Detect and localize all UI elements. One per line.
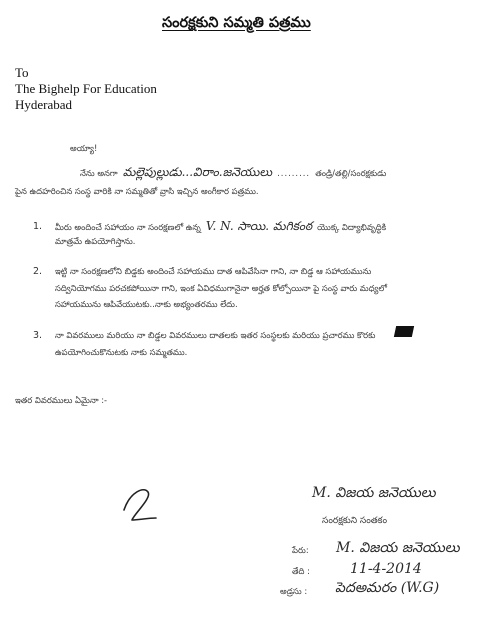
intro-line-1 <box>80 161 386 182</box>
date-value-handwritten: 11-4-2014 <box>350 561 422 577</box>
point-2-line-1: ఇట్టి నా సంరక్షణలోని బిడ్డకు అందించే సహాయము దాత ఆపివేసినా గాని, నా బిడ్డ ఆ సహాయమును <box>55 266 372 276</box>
signature-caption: సంరక్షకుని సంతకం <box>322 516 388 526</box>
relation-label: తండ్రి/తల్లి/సంరక్షకుడు <box>315 168 387 178</box>
guardian-name-handwritten: మల్లెపుల్లుడు...విరాం.జనెయులు <box>122 165 273 179</box>
addressee-organization: The Bighelp For Education <box>15 81 157 96</box>
point-2-line-3: సహాయమును ఆపివేయుటకు..నాకు అభ్యంతరము లేదు. <box>55 299 238 309</box>
point-1-suffix: యొక్క విద్యాభివృద్ధికి <box>317 222 387 232</box>
guardian-signature: M. విజయ జనెయులు <box>312 485 436 501</box>
name-label: పేరు: <box>292 545 309 555</box>
point-1-line-1 <box>55 215 386 236</box>
point-3-line-2: ఉపయోగించుకొనుటకు నాకు సమ్మతము. <box>55 347 188 357</box>
other-details-label: ఇతర వివరములు ఏమైనా :- <box>15 395 108 405</box>
document-title: సంరక్షకుని సమ్మతి పత్రము <box>162 15 311 31</box>
intro-prefix: నేను అనగా <box>80 168 118 178</box>
addressee-city: Hyderabad <box>15 97 73 112</box>
date-label: తేది : <box>292 566 310 576</box>
point-2-line-2: సద్వినియోగము పరచకపోయినా గాని, ఇంక ఏవిధముగానైనా అర్హత కోల్పోయినా పై సంస్థ వారు మధ్యలో <box>55 283 387 293</box>
address-value-handwritten: పెదఅమరం (W.G) <box>335 580 440 596</box>
point-1-number: 1. <box>33 221 43 232</box>
student-name-handwritten: V. N. సాయి. మగికంఠ <box>205 219 313 233</box>
salutation: అయ్యా! <box>70 143 98 153</box>
signature-scribble-mark <box>118 484 162 528</box>
point-1-prefix: మీరు అందించే సహాయం నా సంరక్షణలో ఉన్న <box>55 222 201 232</box>
point-1-line-2: మాత్రమే ఉపయోగిస్తాను. <box>55 236 136 246</box>
name-value-handwritten: M. విజయ జనెయులు <box>336 540 460 556</box>
redaction-mark <box>394 326 414 337</box>
point-2-number: 2. <box>33 266 43 277</box>
intro-line-2: పైన ఉదహరించిన సంస్థ వారికి నా సమ్మతితో వ్రాసి ఇచ్చిన అంగీకార పత్రము. <box>15 186 259 196</box>
addressee-to: To <box>15 65 29 80</box>
address-label: అడ్రసు : <box>280 586 308 596</box>
intro-dots: ......... <box>277 168 311 178</box>
point-3-line-1: నా వివరములు మరియు నా బిడ్డల వివరములు దాతలకు ఇతర సంస్థలకు మరియు ప్రచారము కొరకు <box>55 330 376 340</box>
point-3-number: 3. <box>33 330 43 341</box>
